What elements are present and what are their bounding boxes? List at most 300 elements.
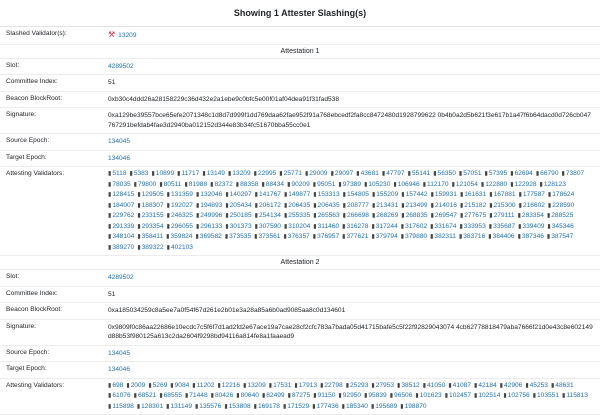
validator-item xyxy=(460,211,486,222)
validator-icon: ▮ xyxy=(346,383,349,389)
validator-link[interactable]: 128301 xyxy=(141,403,163,410)
validator-item xyxy=(489,201,515,212)
validator-link[interactable]: 13209 xyxy=(232,170,250,177)
validator-link[interactable]: 80426 xyxy=(215,392,233,399)
validator-link[interactable]: 131359 xyxy=(171,191,193,198)
committee-index-row xyxy=(0,287,600,304)
validator-icon: ▮ xyxy=(148,383,151,389)
validator-item xyxy=(137,211,163,222)
validator-icon: ▮ xyxy=(313,213,316,219)
validator-link[interactable]: 382311 xyxy=(434,233,456,240)
validator-link[interactable]: 57051 xyxy=(463,170,481,177)
validator-item xyxy=(372,201,398,212)
validator-icon: ▮ xyxy=(255,213,258,219)
validator-item xyxy=(400,402,426,413)
validator-item xyxy=(551,381,574,392)
validator-icon: ▮ xyxy=(185,393,188,399)
validator-link[interactable]: 268835 xyxy=(406,212,428,219)
validator-icon: ▮ xyxy=(108,171,111,177)
validator-icon: ▮ xyxy=(401,213,404,219)
validator-link[interactable]: 293354 xyxy=(142,223,164,230)
validator-icon: ▮ xyxy=(431,203,434,209)
validator-icon: ▮ xyxy=(283,234,286,240)
validator-link[interactable]: 288525 xyxy=(551,212,573,219)
validator-link[interactable]: 228590 xyxy=(552,202,574,209)
validator-link[interactable]: 265563 xyxy=(318,212,340,219)
validator-icon: ▮ xyxy=(236,393,239,399)
validator-item xyxy=(184,180,207,191)
validator-link[interactable]: 88434 xyxy=(266,181,284,188)
validator-link[interactable]: 206435 xyxy=(288,202,310,209)
validator-link[interactable]: 177436 xyxy=(317,403,339,410)
validator-link[interactable]: 102457 xyxy=(449,392,471,399)
validator-item xyxy=(519,201,545,212)
validator-link[interactable]: 384406 xyxy=(493,233,515,240)
validator-icon: ▮ xyxy=(284,203,287,209)
validator-link[interactable]: 316278 xyxy=(346,223,368,230)
validator-link[interactable]: 11717 xyxy=(181,170,199,177)
validator-link[interactable]: 291339 xyxy=(112,223,134,230)
validator-link[interactable]: 268269 xyxy=(376,212,398,219)
slot-row xyxy=(0,270,600,287)
validator-icon: ▮ xyxy=(288,393,291,399)
validator-item xyxy=(236,391,259,402)
validator-link[interactable]: 317602 xyxy=(405,223,427,230)
validator-link[interactable]: 82372 xyxy=(214,181,232,188)
validator-link[interactable]: 177587 xyxy=(523,191,545,198)
validator-link[interactable]: 376357 xyxy=(288,233,310,240)
validator-item xyxy=(167,243,193,254)
validator-link[interactable]: 73807 xyxy=(566,170,584,177)
validator-link[interactable]: 43681 xyxy=(361,170,379,177)
validator-link[interactable]: 95051 xyxy=(317,181,335,188)
slot-link[interactable]: 4289502 xyxy=(108,274,134,281)
validator-icon: ▮ xyxy=(196,192,199,198)
validator-link[interactable]: 206435 xyxy=(318,202,340,209)
validator-link[interactable]: 12216 xyxy=(222,382,240,389)
validator-item xyxy=(397,381,420,392)
validator-link[interactable]: 57395 xyxy=(489,170,507,177)
validator-item xyxy=(108,180,131,191)
validator-link[interactable]: 206172 xyxy=(259,202,281,209)
validator-link[interactable]: 102514 xyxy=(478,392,500,399)
beacon-block-root-row xyxy=(0,303,600,320)
slashed-validator-link[interactable]: 13209 xyxy=(118,32,136,39)
slashed-validators-label: Slashed Validator(s): xyxy=(6,27,108,44)
validator-item xyxy=(533,391,559,402)
validator-link[interactable]: 103551 xyxy=(537,392,559,399)
validator-icon: ▮ xyxy=(313,182,316,188)
validator-icon: ▮ xyxy=(255,224,258,230)
validator-link[interactable]: 159931 xyxy=(435,191,457,198)
beacon-block-root-cell xyxy=(108,92,594,108)
validator-link[interactable]: 387547 xyxy=(551,233,573,240)
validator-icon: ▮ xyxy=(195,234,198,240)
validator-icon: ▮ xyxy=(401,192,404,198)
validator-link[interactable]: 112170 xyxy=(427,181,449,188)
validator-link[interactable]: 169178 xyxy=(258,403,280,410)
validator-icon: ▮ xyxy=(313,224,316,230)
validator-link[interactable]: 213499 xyxy=(406,202,428,209)
validator-link[interactable]: 317244 xyxy=(376,223,398,230)
validator-item xyxy=(283,232,309,243)
validator-link[interactable]: 192027 xyxy=(171,202,193,209)
attestation-section xyxy=(0,256,600,415)
validator-link[interactable]: 389322 xyxy=(142,244,164,251)
validator-link[interactable]: 387346 xyxy=(522,233,544,240)
validator-link[interactable]: 377621 xyxy=(346,233,368,240)
page-title xyxy=(0,0,600,27)
validator-link[interactable]: 229762 xyxy=(112,212,134,219)
validator-item xyxy=(255,222,281,233)
validator-icon: ▮ xyxy=(236,182,239,188)
validator-link[interactable]: 25293 xyxy=(350,382,368,389)
validator-icon: ▮ xyxy=(167,192,170,198)
validator-link[interactable]: 17531 xyxy=(273,382,291,389)
validator-link[interactable]: 296133 xyxy=(200,223,222,230)
validator-link[interactable]: 106946 xyxy=(398,181,420,188)
validator-link[interactable]: 129505 xyxy=(142,191,164,198)
validator-link[interactable]: 47797 xyxy=(386,170,404,177)
validator-link[interactable]: 45253 xyxy=(530,382,548,389)
validator-link[interactable]: 277675 xyxy=(464,212,486,219)
validator-link[interactable]: 5118 xyxy=(112,170,126,177)
validator-link[interactable]: 9084 xyxy=(175,382,190,389)
validator-link[interactable]: 29009 xyxy=(309,170,327,177)
validator-link[interactable]: 41087 xyxy=(453,382,471,389)
validator-link[interactable]: 121054 xyxy=(456,181,478,188)
source-epoch-row xyxy=(0,346,600,363)
validator-link[interactable]: 157442 xyxy=(406,191,428,198)
validator-icon: ▮ xyxy=(445,393,448,399)
validator-item xyxy=(159,391,182,402)
validator-link[interactable]: 339409 xyxy=(522,223,544,230)
validator-link[interactable]: 216602 xyxy=(523,202,545,209)
validator-link[interactable]: 379880 xyxy=(405,233,427,240)
validator-link[interactable]: 255335 xyxy=(288,212,310,219)
validator-item xyxy=(474,391,500,402)
validator-icon: ▮ xyxy=(313,192,316,198)
validator-link[interactable]: 376957 xyxy=(317,233,339,240)
validator-icon: ▮ xyxy=(137,234,140,240)
validator-link[interactable]: 41050 xyxy=(427,382,445,389)
validator-icon: ▮ xyxy=(372,192,375,198)
validator-link[interactable]: 87275 xyxy=(292,392,310,399)
validator-link[interactable]: 214016 xyxy=(435,202,457,209)
validator-link[interactable]: 5383 xyxy=(134,170,149,177)
validator-link[interactable]: 184007 xyxy=(112,202,134,209)
validator-link[interactable]: 698 xyxy=(112,382,123,389)
validator-link[interactable]: 402103 xyxy=(171,244,193,251)
validator-item xyxy=(343,201,369,212)
validator-item xyxy=(401,222,427,233)
validator-icon: ▮ xyxy=(284,213,287,219)
validator-link[interactable]: 296055 xyxy=(171,223,193,230)
validator-link[interactable]: 331674 xyxy=(434,223,456,230)
validator-item xyxy=(445,391,471,402)
validator-icon: ▮ xyxy=(393,182,396,188)
validator-link[interactable]: 42184 xyxy=(478,382,496,389)
validator-item xyxy=(547,222,573,233)
signature-cell xyxy=(108,108,594,133)
validator-link[interactable]: 61076 xyxy=(112,392,130,399)
validator-link[interactable]: 161631 xyxy=(464,191,486,198)
validator-item xyxy=(460,201,486,212)
validator-icon: ▮ xyxy=(279,171,282,177)
validator-icon: ▮ xyxy=(108,383,111,389)
validator-icon: ▮ xyxy=(262,393,265,399)
signature-cell xyxy=(108,320,594,345)
validator-link[interactable]: 88358 xyxy=(240,181,258,188)
validator-link[interactable]: 140297 xyxy=(230,191,252,198)
validator-icon: ▮ xyxy=(343,213,346,219)
validator-link[interactable]: 97389 xyxy=(343,181,361,188)
validator-item xyxy=(202,169,225,180)
validator-icon: ▮ xyxy=(423,383,426,389)
validator-item xyxy=(481,180,507,191)
validator-link[interactable]: 266698 xyxy=(347,212,369,219)
validator-link[interactable]: 96506 xyxy=(394,392,412,399)
validator-link[interactable]: 68521 xyxy=(138,392,156,399)
validator-link[interactable]: 250185 xyxy=(230,212,252,219)
validator-item xyxy=(261,180,284,191)
validator-link[interactable]: 194893 xyxy=(200,202,222,209)
validator-icon: ▮ xyxy=(166,234,169,240)
validator-item xyxy=(130,169,149,180)
validator-link[interactable]: 42906 xyxy=(504,382,522,389)
validator-link[interactable]: 92950 xyxy=(343,392,361,399)
validator-link[interactable]: 141767 xyxy=(259,191,281,198)
validator-link[interactable]: 311460 xyxy=(318,223,340,230)
source-epoch-cell xyxy=(108,346,594,362)
validator-link[interactable]: 359824 xyxy=(170,233,192,240)
target-epoch-link[interactable]: 134046 xyxy=(108,366,130,373)
validator-link[interactable]: 101623 xyxy=(420,392,442,399)
slot-link[interactable]: 4289502 xyxy=(108,63,134,70)
validator-icon: ▮ xyxy=(500,383,503,389)
attesting-validators-label: Attesting Validators: xyxy=(6,167,108,255)
slot-row xyxy=(0,59,600,76)
validator-item xyxy=(284,211,310,222)
validator-link[interactable]: 102756 xyxy=(508,392,530,399)
validator-link[interactable]: 62694 xyxy=(515,170,533,177)
signature-value: 0x9809f0c86aa22686e10ecdc7c5f6f7d1ad2fd2e67ace19a7cae28cf2cfc783a7bada05d41715bafe5c5f22f92829043074 4cb62778818479aba7666f21d0e43c8e602149d88b53f980125a613c2da2604f9298bd94116a814fe8a1faaead9 xyxy=(108,324,593,341)
validator-icon: ▮ xyxy=(313,234,316,240)
validator-link[interactable]: 115898 xyxy=(112,403,134,410)
validator-icon: ▮ xyxy=(108,213,111,219)
beacon-block-root-label: Beacon BlockRoot: xyxy=(6,303,108,319)
validator-icon: ▮ xyxy=(108,404,111,410)
validator-link[interactable]: 128123 xyxy=(544,181,566,188)
validator-icon: ▮ xyxy=(159,393,162,399)
validator-icon: ▮ xyxy=(342,404,345,410)
validator-icon: ▮ xyxy=(108,245,111,251)
validator-link[interactable]: 246325 xyxy=(171,212,193,219)
validator-icon: ▮ xyxy=(312,404,315,410)
validator-link[interactable]: 198870 xyxy=(405,403,427,410)
validator-link[interactable]: 185340 xyxy=(346,403,368,410)
validator-link[interactable]: 79800 xyxy=(138,181,156,188)
slot-label: Slot: xyxy=(6,59,108,75)
validator-link[interactable]: 82499 xyxy=(266,392,284,399)
source-epoch-row xyxy=(0,134,600,151)
validator-link[interactable]: 68555 xyxy=(164,392,182,399)
validator-item xyxy=(217,381,240,392)
validator-item xyxy=(167,222,193,233)
validator-item xyxy=(356,169,379,180)
validator-link[interactable]: 81988 xyxy=(189,181,207,188)
target-epoch-row xyxy=(0,362,600,379)
validator-link[interactable]: 10899 xyxy=(156,170,174,177)
validator-link[interactable]: 283354 xyxy=(522,212,544,219)
validator-link[interactable]: 122928 xyxy=(515,181,537,188)
validator-item xyxy=(185,391,208,402)
validator-link[interactable]: 5269 xyxy=(153,382,168,389)
validator-link[interactable]: 22798 xyxy=(324,382,342,389)
validator-link[interactable]: 188307 xyxy=(142,202,164,209)
validator-link[interactable]: 131149 xyxy=(170,403,192,410)
validator-icon: ▮ xyxy=(130,171,133,177)
validator-link[interactable]: 95839 xyxy=(368,392,386,399)
validator-link[interactable]: 13149 xyxy=(207,170,225,177)
validator-link[interactable]: 155209 xyxy=(376,191,398,198)
validator-link[interactable]: 383716 xyxy=(463,233,485,240)
validator-link[interactable]: 55141 xyxy=(412,170,430,177)
validator-item xyxy=(312,402,338,413)
validator-link[interactable]: 25771 xyxy=(284,170,302,177)
validator-link[interactable]: 279111 xyxy=(494,212,515,219)
validator-item xyxy=(331,169,354,180)
validator-icon: ▮ xyxy=(459,224,462,230)
slashed-validators-row xyxy=(0,27,600,45)
validator-link[interactable]: 379794 xyxy=(376,233,398,240)
validator-item xyxy=(485,169,508,180)
validator-icon: ▮ xyxy=(170,383,173,389)
validator-link[interactable]: 213431 xyxy=(376,202,398,209)
validator-link[interactable]: 178624 xyxy=(552,191,574,198)
validator-icon: ▮ xyxy=(452,182,455,188)
validator-icon: ▮ xyxy=(448,383,451,389)
validator-icon: ▮ xyxy=(547,213,550,219)
attesting-validators-label: Attesting Validators: xyxy=(6,379,108,415)
validator-link[interactable]: 66790 xyxy=(540,170,558,177)
validator-link[interactable]: 215300 xyxy=(494,202,516,209)
validator-icon: ▮ xyxy=(548,203,551,209)
validator-link[interactable]: 345346 xyxy=(552,223,574,230)
validator-link[interactable]: 269547 xyxy=(435,212,457,219)
validator-link[interactable]: 27953 xyxy=(376,382,394,389)
validator-link[interactable]: 90209 xyxy=(291,181,309,188)
validator-link[interactable]: 195689 xyxy=(375,403,397,410)
validator-link[interactable]: 369582 xyxy=(200,233,222,240)
validator-link[interactable]: 208777 xyxy=(347,202,369,209)
validator-link[interactable]: 128415 xyxy=(112,191,134,198)
validator-link[interactable]: 373561 xyxy=(258,233,280,240)
validator-link[interactable]: 149877 xyxy=(288,191,310,198)
validator-icon: ▮ xyxy=(254,234,257,240)
slot-cell xyxy=(108,270,594,286)
validator-icon: ▮ xyxy=(134,393,137,399)
validator-item xyxy=(338,180,361,191)
committee-index-label: Committee Index: xyxy=(6,287,108,303)
validator-link[interactable]: 29097 xyxy=(335,170,353,177)
validator-link[interactable]: 22995 xyxy=(258,170,276,177)
validator-link[interactable]: 348104 xyxy=(112,233,134,240)
validator-item xyxy=(459,222,485,233)
validator-link[interactable]: 215182 xyxy=(464,202,486,209)
validator-link[interactable]: 2009 xyxy=(131,382,146,389)
validator-link[interactable]: 167881 xyxy=(494,191,516,198)
validator-link[interactable]: 56350 xyxy=(438,170,456,177)
validator-icon: ▮ xyxy=(562,393,565,399)
target-epoch-link[interactable]: 134046 xyxy=(108,155,130,162)
validator-link[interactable]: 13209 xyxy=(247,382,265,389)
validator-link[interactable]: 301373 xyxy=(230,223,252,230)
validator-link[interactable]: 135576 xyxy=(199,403,221,410)
validator-link[interactable]: 154805 xyxy=(347,191,369,198)
validator-link[interactable]: 389270 xyxy=(112,244,134,251)
validator-item xyxy=(170,381,189,392)
validator-item xyxy=(225,211,251,222)
validator-item xyxy=(159,180,181,191)
validator-link[interactable]: 310204 xyxy=(288,223,310,230)
validator-item xyxy=(225,190,251,201)
validator-link[interactable]: 80511 xyxy=(164,181,182,188)
validator-item xyxy=(500,381,523,392)
validator-icon: ▮ xyxy=(137,213,140,219)
validator-link[interactable]: 91150 xyxy=(318,392,336,399)
validator-link[interactable]: 48631 xyxy=(555,382,573,389)
validator-link[interactable]: 80640 xyxy=(241,392,259,399)
validator-link[interactable]: 205434 xyxy=(230,202,252,209)
validator-icon: ▮ xyxy=(372,203,375,209)
validator-link[interactable]: 373535 xyxy=(229,233,251,240)
validator-item xyxy=(210,180,233,191)
validator-link[interactable]: 307590 xyxy=(259,223,281,230)
validator-link[interactable]: 11202 xyxy=(197,382,215,389)
validator-link[interactable]: 17913 xyxy=(299,382,317,389)
source-epoch-link[interactable]: 134045 xyxy=(108,138,130,145)
validator-link[interactable]: 254134 xyxy=(259,212,281,219)
validator-link[interactable]: 38512 xyxy=(401,382,419,389)
validator-item xyxy=(431,201,457,212)
source-epoch-link[interactable]: 134045 xyxy=(108,350,130,357)
validator-icon: ▮ xyxy=(167,213,170,219)
validator-icon: ▮ xyxy=(151,171,154,177)
validator-link[interactable]: 153808 xyxy=(229,403,251,410)
validator-item xyxy=(254,402,280,413)
validator-link[interactable]: 171529 xyxy=(287,403,309,410)
validator-item xyxy=(288,391,311,402)
validator-item xyxy=(430,232,456,243)
validator-link[interactable]: 333953 xyxy=(464,223,486,230)
validator-item xyxy=(243,381,266,392)
validator-link[interactable]: 105230 xyxy=(368,181,390,188)
validator-link[interactable]: 78035 xyxy=(112,181,130,188)
validator-link[interactable]: 132046 xyxy=(200,191,222,198)
validator-icon: ▮ xyxy=(225,234,228,240)
validator-link[interactable]: 115813 xyxy=(566,392,588,399)
validator-item xyxy=(313,391,335,402)
validator-link[interactable]: 358411 xyxy=(142,233,164,240)
validator-link[interactable]: 335687 xyxy=(493,223,515,230)
validator-link[interactable]: 153313 xyxy=(318,191,340,198)
validator-link[interactable]: 249996 xyxy=(200,212,222,219)
validator-link[interactable]: 71448 xyxy=(189,392,207,399)
validator-link[interactable]: 233155 xyxy=(142,212,164,219)
validator-icon: ▮ xyxy=(433,171,436,177)
validator-link[interactable]: 122880 xyxy=(485,181,507,188)
